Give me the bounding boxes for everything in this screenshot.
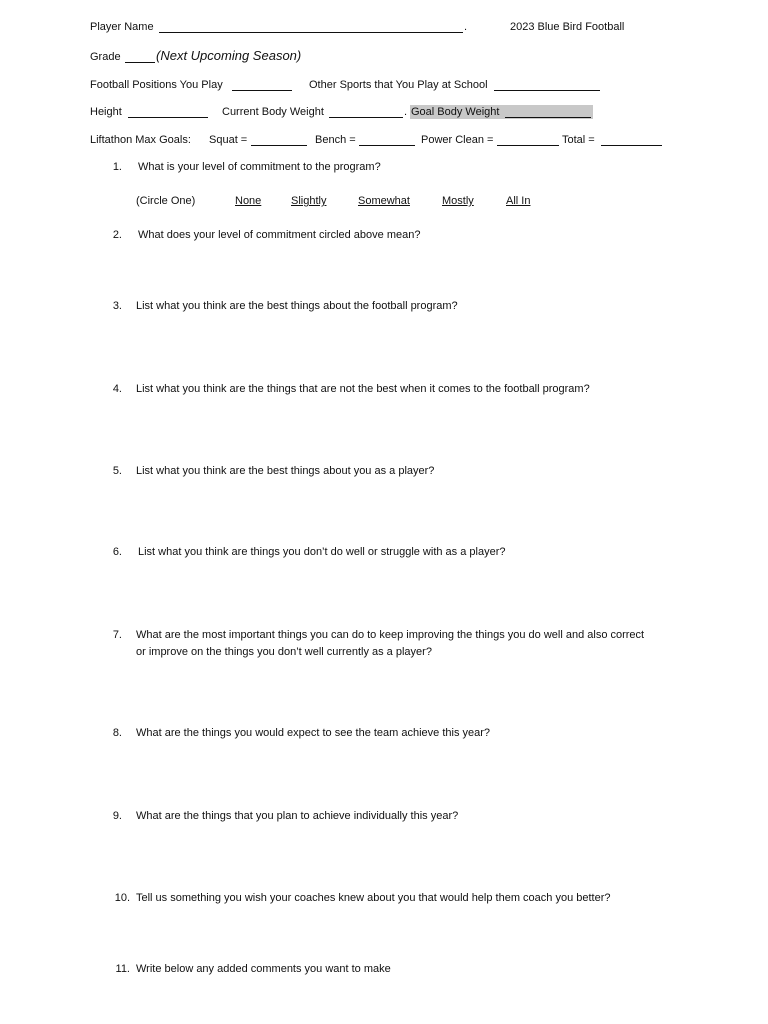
question-text: What are the most important things you can do to keep improving the things you do well and also correct [136, 629, 645, 641]
question-text: List what you think are things you don’t do well or struggle with as a player? [138, 546, 506, 558]
player-name-label: Player Name [90, 21, 154, 33]
goal-weight-label: Goal Body Weight [411, 106, 500, 118]
grade-note: (Next Upcoming Season) [156, 48, 302, 63]
power-clean-field[interactable] [497, 134, 559, 146]
question-number: 6. [112, 546, 122, 558]
question-number: 10. [114, 892, 130, 904]
current-weight-field[interactable] [329, 106, 403, 118]
question-text: What is your level of commitment to the program? [138, 161, 381, 173]
player-name-dot: . [464, 21, 468, 33]
question-number: 11. [115, 963, 130, 975]
question-text: List what you think are the best things about you as a player? [136, 465, 435, 477]
squat-label: Squat = [209, 134, 248, 146]
question-text: What does your level of commitment circled above mean? [138, 229, 421, 241]
height-field[interactable] [128, 106, 208, 118]
current-weight-dot: . [404, 106, 408, 118]
grade-label: Grade [90, 51, 121, 63]
question-text: List what you think are the best things about the football program? [136, 300, 458, 312]
question-text: What are the things you would expect to see the team achieve this year? [136, 727, 491, 739]
question-number: 3. [112, 300, 122, 312]
question-number: 2. [112, 229, 122, 241]
liftathon-label: Liftathon Max Goals: [90, 134, 191, 146]
bench-field[interactable] [359, 134, 415, 146]
player-name-field[interactable] [159, 21, 463, 33]
option-none[interactable]: None [235, 195, 262, 207]
total-label: Total = [562, 134, 595, 146]
option-mostly[interactable]: Mostly [442, 195, 474, 207]
total-field[interactable] [601, 134, 662, 146]
question-text-continued: or improve on the things you don’t well currently as a player? [136, 646, 432, 658]
current-weight-label: Current Body Weight [222, 106, 324, 118]
question-number: 8. [112, 727, 122, 739]
option-all-in[interactable]: All In [506, 195, 531, 207]
option-slightly[interactable]: Slightly [291, 195, 327, 207]
other-sports-field[interactable] [494, 79, 600, 91]
power-clean-label: Power Clean = [421, 134, 494, 146]
goal-weight-field[interactable] [505, 106, 591, 118]
question-number: 5. [112, 465, 122, 477]
other-sports-label: Other Sports that You Play at School [309, 79, 488, 91]
question-text: What are the things that you plan to achieve individually this year? [136, 810, 459, 822]
form-title: 2023 Blue Bird Football [510, 21, 625, 33]
question-number: 9. [112, 810, 122, 822]
question-number: 1. [112, 161, 122, 173]
question-number: 4. [112, 383, 122, 395]
question-text: List what you think are the things that are not the best when it comes to the football program? [136, 383, 590, 395]
question-text: Write below any added comments you want to make [136, 963, 391, 975]
question-text: Tell us something you wish your coaches knew about you that would help them coach you better? [136, 892, 611, 904]
option-somewhat[interactable]: Somewhat [358, 195, 410, 207]
height-label: Height [90, 106, 122, 118]
circle-one-label: (Circle One) [136, 195, 196, 207]
positions-field[interactable] [232, 79, 292, 91]
positions-label: Football Positions You Play [90, 79, 223, 91]
bench-label: Bench = [315, 134, 356, 146]
question-number: 7. [112, 629, 122, 641]
grade-field[interactable] [125, 51, 155, 63]
squat-field[interactable] [251, 134, 307, 146]
